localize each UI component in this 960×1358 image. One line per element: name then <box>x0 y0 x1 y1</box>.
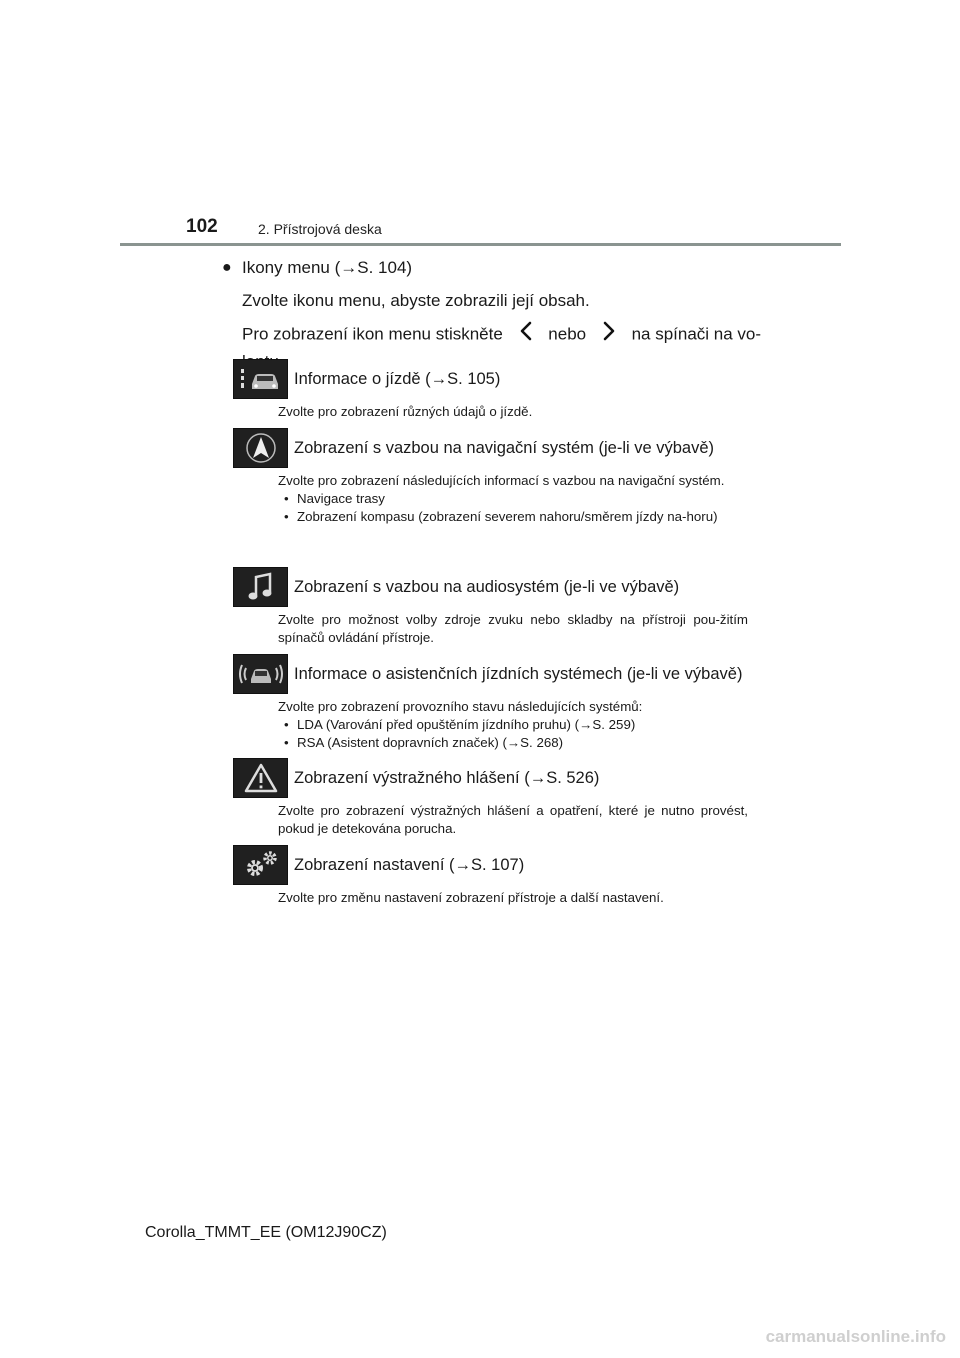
car-info-icon <box>233 359 288 399</box>
item-bullet-list <box>278 490 748 526</box>
menu-item-settings <box>233 846 753 907</box>
page-number: 102 <box>186 216 218 237</box>
intro-line-1: Zvolte ikonu menu, abyste zobrazili její obsah. <box>242 291 590 310</box>
item-bullet-list <box>278 716 748 752</box>
menu-item-driver-assist <box>233 655 753 752</box>
header-rule <box>120 243 841 246</box>
item-description-text: Zvolte pro zobrazení následujících informací s vazbou na navigační systém. <box>278 473 725 488</box>
menu-item-audio <box>233 568 753 647</box>
settings-gears-icon <box>233 845 288 885</box>
item-description: Zvolte pro zobrazení různých údajů o jízdě. <box>278 404 533 419</box>
item-description <box>278 472 748 526</box>
chevron-left-icon <box>520 321 532 349</box>
warning-triangle-icon <box>233 758 288 798</box>
menu-item-drive-info <box>233 360 753 421</box>
intro-line-2-mid: nebo <box>548 324 587 344</box>
intro-block <box>222 255 762 375</box>
list-item: • Zobrazení kompasu (zobrazení severem nahoru/směrem jízdy na-horu) <box>278 508 748 526</box>
menu-item-navigation <box>233 429 753 526</box>
driver-assist-icon <box>233 654 288 694</box>
music-note-icon <box>233 567 288 607</box>
intro-line-2-post: na spínači na vo- <box>631 324 762 344</box>
intro-bullet-title: Ikony menu (→S. 104) <box>242 258 413 277</box>
item-description-text: Zvolte pro zobrazení provozního stavu následujících systémů: <box>278 699 643 714</box>
item-description <box>278 698 748 752</box>
bullet-dot: ● <box>222 259 232 276</box>
list-item: • Navigace trasy <box>278 490 748 508</box>
section-title: 2. Přístrojová deska <box>258 221 382 237</box>
item-title: Zobrazení nastavení (→S. 107) <box>294 855 525 874</box>
navigation-arrow-icon <box>233 428 288 468</box>
footer-model-code: Corolla_TMMT_EE (OM12J90CZ) <box>145 1224 387 1241</box>
watermark: carmanualsonline.info <box>765 1327 946 1346</box>
intro-line-2-pre: Pro zobrazení ikon menu stiskněte <box>242 324 503 344</box>
intro-line-2 <box>222 321 762 349</box>
item-title: Informace o asistenčních jízdních systémech (je-li ve výbavě) <box>294 664 743 683</box>
item-description: Zvolte pro změnu nastavení zobrazení přístroje a další nastavení. <box>278 890 664 905</box>
item-title: Zobrazení s vazbou na audiosystém (je-li ve výbavě) <box>294 577 680 596</box>
item-title: Zobrazení výstražného hlášení (→S. 526) <box>294 768 600 787</box>
menu-item-warning <box>233 759 753 838</box>
chevron-right-icon <box>603 321 615 349</box>
item-description: Zvolte pro zobrazení výstražných hlášení a opatření, které je nutno provést, pokud je detekována porucha. <box>278 803 748 836</box>
item-title: Zobrazení s vazbou na navigační systém (je-li ve výbavě) <box>294 438 715 457</box>
item-description: Zvolte pro možnost volby zdroje zvuku nebo skladby na přístroji pou-žitím spínačů ovládání přístroje. <box>278 612 748 645</box>
list-item: • LDA (Varování před opuštěním jízdního pruhu) (→S. 259) <box>278 716 748 734</box>
list-item: • RSA (Asistent dopravních značek) (→S. 268) <box>278 734 748 752</box>
item-title: Informace o jízdě (→S. 105) <box>294 369 501 388</box>
